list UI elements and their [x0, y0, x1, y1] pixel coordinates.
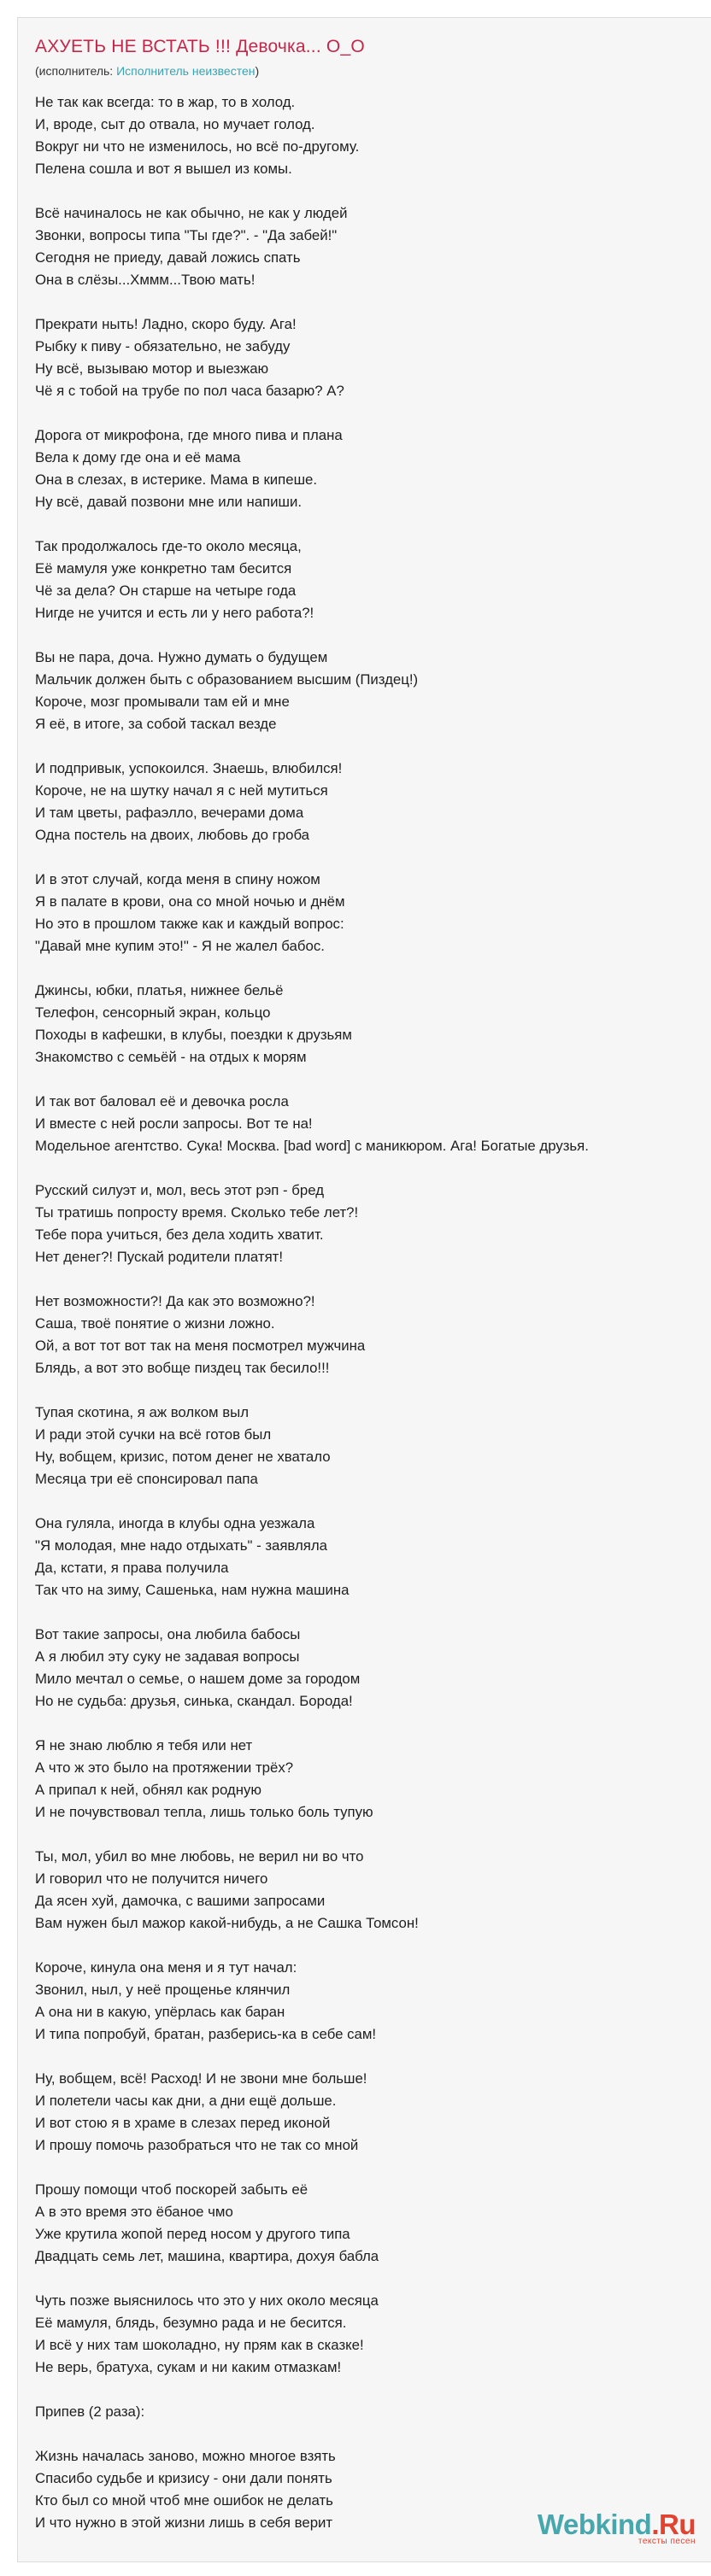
lyric-line: А что ж это было на протяжении трёх? [35, 1759, 294, 1776]
performer-line [35, 64, 259, 78]
lyric-line: Модельное агентство. Сука! Москва. [bad word] с маникюром. Ага! Богатые друзья. [35, 1138, 589, 1154]
stanza-break [35, 1935, 710, 1957]
site-logo[interactable] [538, 2510, 696, 2546]
lyric-line: Но не судьба: друзья, синька, скандал. Борода! [35, 1693, 353, 1709]
logo-tagline: тексты песен [638, 2537, 696, 2546]
lyric-line: И прошу помочь разобраться что не так со мной [35, 2137, 359, 2153]
performer-link[interactable]: Исполнитель неизвестен [116, 64, 256, 78]
logo-word-domain: .Ru [651, 2509, 696, 2540]
lyric-line: Чуть позже выяснилось что это у них около месяца [35, 2292, 379, 2309]
lyric-line: Блядь, а вот это вобще пиздец так бесило!!! [35, 1360, 330, 1376]
lyric-line: Вот такие запросы, она любила бабосы [35, 1626, 301, 1642]
lyric-line: Нигде не учится и есть ли у него работа?! [35, 605, 314, 621]
lyric-line: Да ясен хуй, дамочка, с вашими запросами [35, 1893, 326, 1909]
lyric-line: Ты, мол, убил во мне любовь, не верил ни во что [35, 1848, 364, 1865]
lyric-line: Уже крутила жопой перед носом у другого типа [35, 2226, 350, 2242]
lyric-line: Знакомство с семьёй - на отдых к морям [35, 1049, 307, 1065]
lyric-line: Всё начиналось не как обычно, не как у людей [35, 205, 348, 221]
lyric-line: Да, кстати, я права получила [35, 1560, 229, 1576]
lyric-line: Звонил, ныл, у неё прощенье клянчил [35, 1982, 291, 1998]
lyric-line: Спасибо судьбе и кризису - они дали понять [35, 2470, 332, 2486]
lyric-line: Нет возможности?! Да как это возможно?! [35, 1293, 315, 1309]
lyric-line: Ну всё, вызываю мотор и выезжаю [35, 360, 269, 377]
lyric-line: Мило мечтал о семье, о нашем доме за городом [35, 1671, 361, 1687]
lyric-line: А в это время это ёбаное чмо [35, 2204, 233, 2220]
lyric-line: Одна постель на двоих, любовь до гроба [35, 827, 309, 843]
stanza-break [35, 1824, 710, 1846]
lyric-line: Рыбку к пиву - обязательно, не забуду [35, 338, 291, 354]
lyric-line: Вокруг ни что не изменилось, но всё по-другому. [35, 138, 360, 155]
lyric-line: И так вот баловал её и девочка росла [35, 1093, 289, 1109]
stanza-break [35, 846, 710, 869]
lyric-line: И типа попробуй, братан, разберись-ка в себе сам! [35, 2026, 377, 2042]
lyric-line: Прошу помощи чтоб поскорей забыть её [35, 2181, 308, 2198]
lyric-line: Нет денег?! Пускай родители платят! [35, 1249, 284, 1265]
lyric-line: Ну, вобщем, всё! Расход! И не звони мне больше! [35, 2070, 367, 2087]
lyric-line: "Давай мне купим это!" - Я не жалел бабос. [35, 938, 325, 954]
lyric-line: Тупая скотина, я аж волком выл [35, 1404, 250, 1420]
lyric-line: Ты тратишь попросту время. Сколько тебе лет?! [35, 1204, 359, 1221]
lyric-line: И в этот случай, когда меня в спину ножом [35, 871, 320, 887]
lyric-line: И подпривык, успокоился. Знаешь, влюбился! [35, 760, 343, 776]
stanza-break [35, 1712, 710, 1735]
page-title: АХУЕТЬ НЕ ВСТАТЬ !!! Девочка... О_О [35, 37, 365, 56]
stanza-break [35, 2379, 710, 2401]
lyric-line: Так что на зиму, Сашенька, нам нужна машина [35, 1582, 350, 1598]
lyric-line: Ну, вобщем, кризис, потом денег не хватало [35, 1449, 331, 1465]
lyric-line: Походы в кафешки, в клубы, поездки к друзьям [35, 1027, 352, 1043]
stanza-break [35, 1268, 710, 1291]
lyric-line: Вела к дому где она и её мама [35, 449, 241, 465]
lyric-line: Тебе пора учиться, без дела ходить хватит. [35, 1227, 324, 1243]
lyric-line: Звонки, вопросы типа "Ты где?". - "Да забей!" [35, 227, 338, 243]
lyric-line: Я не знаю люблю я тебя или нет [35, 1737, 253, 1753]
stanza-break [35, 735, 710, 758]
lyric-line: Вы не пара, доча. Нужно думать о будущем [35, 649, 328, 665]
lyric-line: Ну всё, давай позвони мне или напиши. [35, 494, 303, 510]
logo-word-main: Webkind [537, 2509, 652, 2540]
lyric-line: Но это в прошлом также как и каждый вопрос: [35, 916, 344, 932]
lyric-line: Мальчик должен быть с образованием высшим (Пиздец!) [35, 671, 419, 688]
lyric-line: А припал к ней, обнял как родную [35, 1782, 261, 1798]
performer-suffix: ) [255, 64, 260, 78]
lyric-line: Джинсы, юбки, платья, нижнее бельё [35, 982, 284, 998]
stanza-break [35, 2157, 710, 2179]
lyric-line: Я её, в итоге, за собой таскал везде [35, 716, 277, 732]
lyric-line: Саша, твоё понятие о жизни ложно. [35, 1315, 275, 1332]
lyrics-page [17, 17, 711, 2562]
lyric-line: И там цветы, рафаэлло, вечерами дома [35, 805, 304, 821]
lyric-line: Двадцать семь лет, машина, квартира, дохуя бабла [35, 2248, 379, 2264]
lyric-line: И вот стою я в храме в слезах перед иконой [35, 2115, 331, 2131]
lyric-line: Она в слезах, в истерике. Мама в кипеше. [35, 471, 318, 488]
performer-prefix: (исполнитель: [35, 64, 117, 78]
lyric-line: Я в палате в крови, она со мной ночью и днём [35, 893, 345, 910]
lyric-line: А она ни в какую, упёрлась как баран [35, 2004, 285, 2020]
lyric-line: Прекрати ныть! Ладно, скоро буду. Ага! [35, 316, 297, 332]
lyric-line: Жизнь началась заново, можно многое взять [35, 2448, 336, 2464]
lyric-line: И что нужно в этой жизни лишь в себя верит [35, 2515, 333, 2531]
lyric-line: Пелена сошла и вот я вышел из комы. [35, 161, 292, 177]
stanza-break [35, 2423, 710, 2445]
stanza-break [35, 1490, 710, 1513]
lyric-line: И вместе с ней росли запросы. Вот те на! [35, 1115, 313, 1132]
lyric-line: Месяца три её спонсировал папа [35, 1471, 258, 1487]
stanza-break [35, 180, 710, 202]
stanza-break [35, 2046, 710, 2068]
lyric-line: Короче, кинула она меня и я тут начал: [35, 1959, 297, 1976]
lyric-line: Её мамуля уже конкретно там бесится [35, 560, 292, 577]
stanza-break [35, 957, 710, 980]
lyric-line: И говорил что не получится ничего [35, 1871, 268, 1887]
stanza-break [35, 2268, 710, 2290]
lyric-line: Она гуляла, иногда в клубы одна уезжала [35, 1515, 315, 1531]
lyric-line: Русский силуэт и, мол, весь этот рэп - бред [35, 1182, 324, 1198]
lyric-line: И ради этой сучки на всё готов был [35, 1426, 272, 1443]
lyric-line: Ой, а вот тот вот так на меня посмотрел мужчина [35, 1338, 366, 1354]
lyrics-text [35, 91, 710, 2534]
lyric-line: А я любил эту суку не задавая вопросы [35, 1648, 300, 1665]
lyric-line: Сегодня не приеду, давай ложись спать [35, 249, 301, 266]
lyric-line: Короче, мозг промывали там ей и мне [35, 694, 290, 710]
stanza-break [35, 402, 710, 424]
lyric-line: Дорога от микрофона, где много пива и плана [35, 427, 343, 443]
stanza-break [35, 1157, 710, 1180]
lyric-line: Телефон, сенсорный экран, кольцо [35, 1004, 271, 1021]
stanza-break [35, 1068, 710, 1091]
lyric-line: Не так как всегда: то в жар, то в холод. [35, 94, 296, 110]
stanza-break [35, 291, 710, 313]
lyric-line: Вам нужен был мажор какой-нибудь, а не Сашка Томсон! [35, 1915, 419, 1931]
stanza-break [35, 624, 710, 647]
lyric-line: Она в слёзы...Хммм...Твою мать! [35, 272, 256, 288]
lyric-line: Не верь, братуха, сукам и ни каким отмазкам! [35, 2359, 342, 2375]
lyric-line: "Я молодая, мне надо отдыхать" - заявляла [35, 1537, 327, 1554]
lyric-line: Её мамуля, блядь, безумно рада и не бесится. [35, 2315, 347, 2331]
lyric-line: И не почувствовал тепла, лишь только боль тупую [35, 1804, 373, 1820]
lyric-line: Короче, не на шутку начал я с ней мутиться [35, 782, 328, 799]
lyric-line: И полетели часы как дни, а дни ещё дольше. [35, 2093, 337, 2109]
logo-wordmark [538, 2510, 696, 2539]
stanza-break [35, 513, 710, 536]
lyric-line: Кто был со мной чтоб мне ошибок не делать [35, 2492, 333, 2509]
lyric-line: И всё у них там шоколадно, ну прям как в сказке! [35, 2337, 364, 2353]
lyric-line: Чё я с тобой на трубе по пол часа базарю? А? [35, 383, 344, 399]
lyric-line: Так продолжалось где-то около месяца, [35, 538, 302, 554]
stanza-break [35, 1601, 710, 1624]
lyric-line: И, вроде, сыт до отвала, но мучает голод. [35, 116, 315, 132]
lyric-line: Припев (2 раза): [35, 2403, 145, 2420]
stanza-break [35, 1379, 710, 1402]
lyric-line: Чё за дела? Он старше на четыре года [35, 583, 297, 599]
